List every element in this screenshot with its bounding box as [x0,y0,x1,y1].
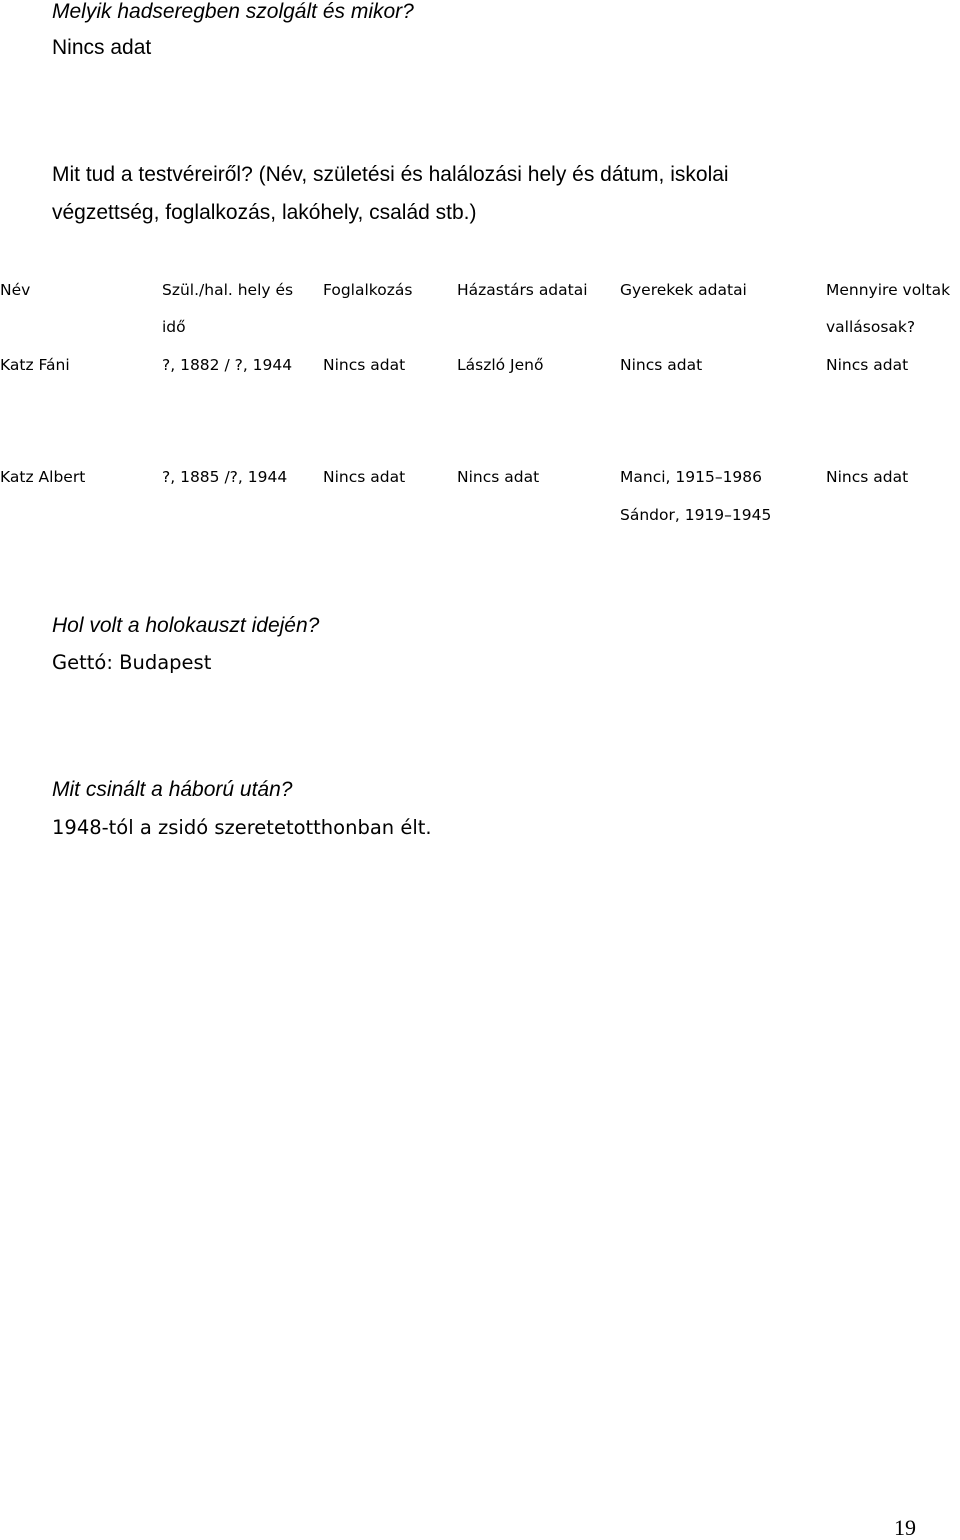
header-birth-death-line2: idő [162,318,186,336]
cell-religion: Nincs adat [826,356,909,374]
cell-birth-death: ?, 1882 / ?, 1944 [162,356,293,374]
cell-name: Katz Fáni [0,356,70,374]
page-number: 19 [894,1515,916,1540]
answer-holocaust: Gettó: Budapest [52,651,212,674]
cell-occupation: Nincs adat [323,356,406,374]
header-children: Gyerekek adatai [620,281,747,299]
cell-spouse: László Jenő [457,356,544,374]
cell-birth-death: ?, 1885 /?, 1944 [162,468,288,486]
question-siblings-line1: Mit tud a testvéreiről? (Név, születési és halálozási hely és dátum, iskolai [52,163,729,186]
cell-occupation: Nincs adat [323,468,406,486]
answer-after-war: 1948-tól a zsidó szeretetotthonban élt. [52,816,432,839]
cell-religion: Nincs adat [826,468,909,486]
question-after-war: Mit csinált a háború után? [52,778,293,801]
answer-army: Nincs adat [52,36,152,59]
cell-children-1: Manci, 1915–1986 [620,468,763,486]
header-name: Név [0,281,31,299]
cell-children: Nincs adat [620,356,703,374]
header-religion-line1: Mennyire voltak [826,281,951,299]
question-army: Melyik hadseregben szolgált és mikor? [52,0,414,23]
header-spouse: Házastárs adatai [457,281,588,299]
cell-name: Katz Albert [0,468,86,486]
question-holocaust: Hol volt a holokauszt idején? [52,614,320,637]
header-birth-death-line1: Szül./hal. hely és [162,281,294,299]
header-occupation: Foglalkozás [323,281,413,299]
cell-spouse: Nincs adat [457,468,540,486]
question-siblings-line2: végzettség, foglalkozás, lakóhely, család stb.) [52,201,477,224]
cell-children-2: Sándor, 1919–1945 [620,506,772,524]
header-religion-line2: vallásosak? [826,318,916,336]
